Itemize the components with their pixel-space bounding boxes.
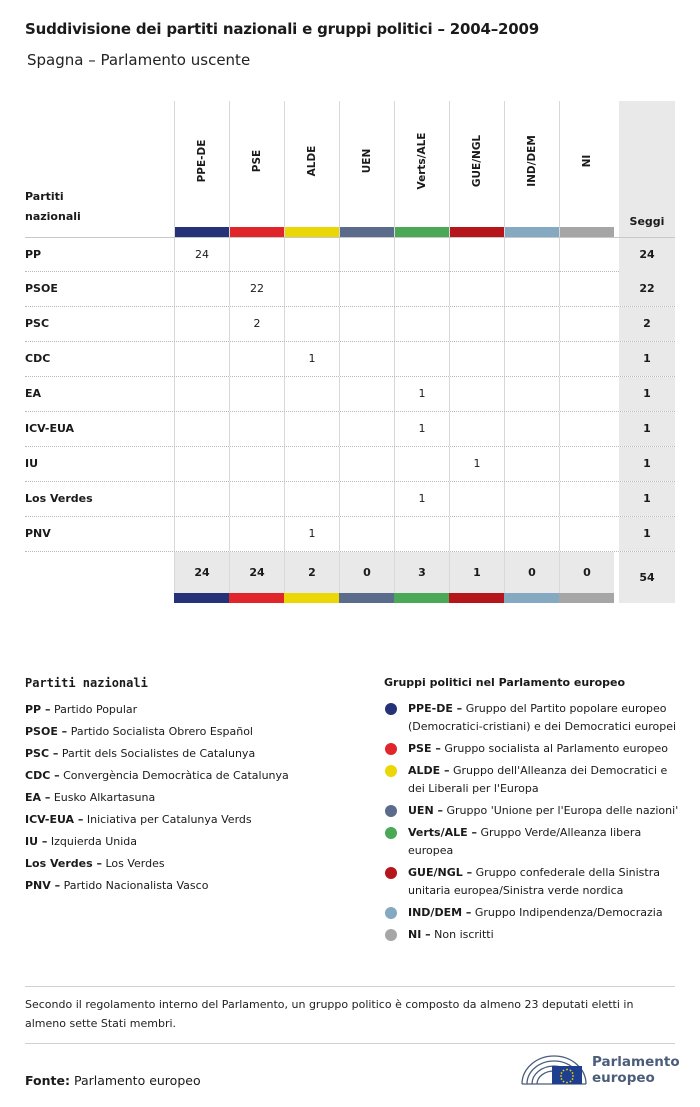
table-row: [25, 377, 675, 412]
group-column-header: [559, 101, 614, 237]
party-legend-abbr: PP –: [25, 703, 51, 716]
seat-count-cell: [174, 482, 229, 516]
seat-count-cell: [229, 447, 284, 481]
group-color-dot-icon: [385, 827, 397, 839]
group-legend-abbr: UEN –: [408, 804, 443, 817]
group-legend-name: Gruppo Indipendenza/Democrazia: [474, 906, 663, 919]
seat-count-cell: [449, 307, 504, 341]
group-total-cell: 1: [449, 552, 504, 593]
group-column-label: Verts/ALE: [416, 132, 428, 190]
seat-count-cell: [229, 342, 284, 376]
group-legend-name: Gruppo dell'Alleanza dei Democratici e dei Liberali per l'Europa: [408, 764, 668, 795]
seat-count-cell: [394, 307, 449, 341]
source-line: [25, 1073, 201, 1088]
party-total-cell: 2: [619, 307, 675, 341]
party-legend-abbr: IU –: [25, 835, 48, 848]
party-legend-name: Los Verdes: [105, 857, 165, 870]
party-name-cell: PNV: [25, 527, 51, 540]
seat-count-cell: [339, 238, 394, 272]
groups-legend-list: [384, 700, 680, 944]
party-legend-abbr: ICV-EUA –: [25, 813, 84, 826]
seat-count-cell: [559, 447, 614, 481]
seat-count-cell: 1: [394, 482, 449, 516]
group-color-bar: [174, 593, 229, 603]
group-legend-name: Gruppo socialista al Parlamento europeo: [444, 742, 668, 755]
group-total-cell: 24: [174, 552, 229, 593]
seat-count-cell: 1: [449, 447, 504, 481]
seat-count-cell: 2: [229, 307, 284, 341]
group-legend-name: Gruppo 'Unione per l'Europa delle nazioni': [446, 804, 679, 817]
group-column-label: GUE/NGL: [471, 134, 483, 188]
group-color-bar: [229, 593, 284, 603]
seat-count-cell: 1: [284, 342, 339, 376]
seat-count-cell: [284, 307, 339, 341]
seat-count-cell: [284, 482, 339, 516]
party-total-cell: 1: [619, 412, 675, 446]
logo-text: [592, 1054, 680, 1086]
party-total-cell: 1: [619, 342, 675, 376]
page-title: Suddivisione dei partiti nazionali e gruppi politici – 2004–2009: [25, 20, 539, 38]
party-legend-name: Partit dels Socialistes de Catalunya: [61, 747, 256, 760]
group-color-bar: [560, 227, 614, 237]
table-row: [25, 307, 675, 342]
seat-count-cell: [229, 482, 284, 516]
seats-column-header: [619, 101, 675, 237]
seat-count-cell: 22: [229, 272, 284, 306]
seat-count-cell: [284, 447, 339, 481]
party-legend-abbr: Los Verdes –: [25, 857, 102, 870]
group-legend-name: Gruppo del Partito popolare europeo (Democratici-cristiani) e dei Democratici europei: [408, 702, 677, 733]
group-total-cell: 0: [504, 552, 559, 593]
party-legend-item: [25, 787, 355, 809]
seat-count-cell: [559, 342, 614, 376]
party-legend-name: Iniciativa per Catalunya Verds: [86, 813, 252, 826]
group-legend-item: [384, 904, 680, 922]
party-legend-name: Partido Nacionalista Vasco: [63, 879, 209, 892]
party-legend-abbr: PSC –: [25, 747, 59, 760]
row-header-label: Partiti nazionali: [25, 190, 81, 223]
group-color-bar: [175, 227, 229, 237]
group-color-dot-icon: [385, 907, 397, 919]
seat-count-cell: [339, 342, 394, 376]
seats-header-label: Seggi: [629, 215, 665, 228]
table-header: [25, 101, 675, 237]
party-total-cell: 22: [619, 272, 675, 306]
group-column-label: ALDE: [306, 145, 318, 177]
party-name-cell: PSOE: [25, 282, 58, 295]
group-legend-item: [384, 740, 680, 758]
logo-line-1: Parlamento: [592, 1054, 680, 1070]
party-name-cell: IU: [25, 457, 39, 470]
seat-count-cell: [559, 517, 614, 551]
parties-legend-heading: Partiti nazionali: [25, 676, 148, 690]
party-legend-name: Convergència Democràtica de Catalunya: [63, 769, 289, 782]
party-name-cell: CDC: [25, 352, 51, 365]
seat-count-cell: [284, 238, 339, 272]
party-total-cell: 1: [619, 377, 675, 411]
group-legend-name: Gruppo confederale della Sinistra unitaria europea/Sinistra verde nordica: [408, 866, 660, 897]
party-legend-item: [25, 699, 355, 721]
group-legend-item: [384, 700, 680, 736]
seat-count-cell: [284, 377, 339, 411]
party-legend-abbr: EA –: [25, 791, 51, 804]
seat-count-cell: [229, 377, 284, 411]
group-column-header: [284, 101, 339, 237]
footnote: Secondo il regolamento interno del Parlamento, un gruppo politico è composto da almeno 23 deputati eletti in almeno sette Stati membri.: [25, 986, 675, 1044]
table-row: [25, 342, 675, 377]
seat-count-cell: [449, 517, 504, 551]
seat-count-cell: 1: [394, 412, 449, 446]
group-color-dot-icon: [385, 703, 397, 715]
seat-count-cell: [174, 272, 229, 306]
party-legend-item: [25, 809, 355, 831]
grand-total-cell: 54: [619, 552, 675, 603]
party-name-cell: EA: [25, 387, 42, 400]
group-total-cell: 0: [339, 552, 394, 593]
parties-legend-list: [25, 699, 355, 897]
party-total-cell: 24: [619, 238, 675, 272]
seats-table: [25, 101, 675, 603]
group-legend-abbr: IND/DEM –: [408, 906, 472, 919]
group-color-bar: [394, 593, 449, 603]
group-color-bar: [285, 227, 339, 237]
party-legend-name: Partido Socialista Obrero Español: [70, 725, 253, 738]
parties-legend: [25, 676, 355, 897]
group-column-header: [174, 101, 229, 237]
group-column-label: PPE-DE: [196, 139, 208, 183]
group-legend-name: Non iscritti: [434, 928, 494, 941]
table-row: [25, 447, 675, 482]
group-color-dot-icon: [385, 743, 397, 755]
table-row: [25, 272, 675, 307]
table-row: [25, 237, 675, 272]
seat-count-cell: [449, 377, 504, 411]
seat-count-cell: 1: [394, 377, 449, 411]
page-subtitle: Spagna – Parlamento uscente: [27, 51, 251, 69]
seat-count-cell: [174, 447, 229, 481]
party-total-cell: 1: [619, 482, 675, 516]
group-color-bar: [284, 593, 339, 603]
group-total-cell: 3: [394, 552, 449, 593]
seat-count-cell: [229, 238, 284, 272]
seat-count-cell: [339, 517, 394, 551]
group-color-dot-icon: [385, 805, 397, 817]
seat-count-cell: [229, 412, 284, 446]
seat-count-cell: 24: [174, 238, 229, 272]
group-color-dot-icon: [385, 765, 397, 777]
seat-count-cell: [339, 377, 394, 411]
group-column-header: [394, 101, 449, 237]
group-column-header: [449, 101, 504, 237]
party-total-cell: 1: [619, 517, 675, 551]
totals-row: [25, 552, 675, 603]
party-legend-item: [25, 875, 355, 897]
group-color-dot-icon: [385, 929, 397, 941]
group-color-dot-icon: [385, 867, 397, 879]
seat-count-cell: [339, 307, 394, 341]
seat-count-cell: [284, 272, 339, 306]
party-total-cell: 1: [619, 447, 675, 481]
party-legend-item: [25, 831, 355, 853]
group-column-label: UEN: [361, 148, 373, 174]
group-legend-abbr: PPE-DE –: [408, 702, 463, 715]
group-legend-item: [384, 824, 680, 860]
seat-count-cell: [559, 377, 614, 411]
seat-count-cell: [559, 238, 614, 272]
seat-count-cell: [229, 517, 284, 551]
seat-count-cell: [394, 272, 449, 306]
seat-count-cell: [559, 482, 614, 516]
group-legend-abbr: NI –: [408, 928, 431, 941]
table-body: [25, 237, 675, 552]
seat-count-cell: [339, 447, 394, 481]
group-legend-item: [384, 762, 680, 798]
group-legend-item: [384, 802, 680, 820]
party-legend-name: Partido Popular: [53, 703, 138, 716]
group-legend-abbr: ALDE –: [408, 764, 450, 777]
seat-count-cell: [174, 412, 229, 446]
group-column-header: [504, 101, 559, 237]
group-legend-abbr: Verts/ALE –: [408, 826, 477, 839]
group-color-bar: [230, 227, 284, 237]
seat-count-cell: [394, 517, 449, 551]
party-legend-item: [25, 853, 355, 875]
party-name-cell: Los Verdes: [25, 492, 93, 505]
group-color-bar: [340, 227, 394, 237]
seat-count-cell: [339, 412, 394, 446]
seat-count-cell: [559, 412, 614, 446]
seat-count-cell: [449, 342, 504, 376]
table-row: [25, 412, 675, 447]
seat-count-cell: [394, 342, 449, 376]
seat-count-cell: [559, 272, 614, 306]
seat-count-cell: [504, 342, 559, 376]
seat-count-cell: [394, 238, 449, 272]
seat-count-cell: [559, 307, 614, 341]
group-column-header: [229, 101, 284, 237]
seat-count-cell: [449, 272, 504, 306]
party-legend-abbr: CDC –: [25, 769, 60, 782]
party-legend-name: Eusko Alkartasuna: [53, 791, 156, 804]
party-legend-item: [25, 743, 355, 765]
source-value: Parlamento europeo: [73, 1073, 201, 1088]
seat-count-cell: [284, 412, 339, 446]
seat-count-cell: [504, 447, 559, 481]
party-legend-name: Izquierda Unida: [50, 835, 138, 848]
seat-count-cell: [174, 342, 229, 376]
seat-count-cell: [449, 482, 504, 516]
seat-count-cell: [174, 517, 229, 551]
seat-count-cell: [504, 517, 559, 551]
table-row: [25, 482, 675, 517]
groups-legend-heading: Gruppi politici nel Parlamento europeo: [384, 676, 626, 689]
party-legend-abbr: PSOE –: [25, 725, 68, 738]
group-color-bar: [559, 593, 614, 603]
group-total-cell: 24: [229, 552, 284, 593]
group-column-label: IND/DEM: [526, 135, 538, 187]
parliament-hemicycle-icon: [519, 1048, 589, 1088]
party-name-cell: PSC: [25, 317, 50, 330]
group-color-bar: [505, 227, 559, 237]
group-total-cell: 0: [559, 552, 614, 593]
seat-count-cell: [504, 377, 559, 411]
seat-count-cell: [504, 412, 559, 446]
seat-count-cell: [504, 482, 559, 516]
seat-count-cell: [394, 447, 449, 481]
logo-line-2: europeo: [592, 1070, 655, 1086]
group-color-bar: [450, 227, 504, 237]
party-legend-abbr: PNV –: [25, 879, 61, 892]
party-legend-item: [25, 765, 355, 787]
seat-count-cell: 1: [284, 517, 339, 551]
seat-count-cell: [174, 377, 229, 411]
seat-count-cell: [504, 238, 559, 272]
group-legend-abbr: PSE –: [408, 742, 441, 755]
groups-legend: [384, 676, 680, 948]
group-column-label: NI: [581, 154, 593, 168]
parliament-logo: [519, 1048, 679, 1088]
seat-count-cell: [449, 238, 504, 272]
seat-count-cell: [449, 412, 504, 446]
group-legend-name: Gruppo Verde/Alleanza libera europea: [408, 826, 642, 857]
seat-count-cell: [504, 272, 559, 306]
seat-count-cell: [174, 307, 229, 341]
group-legend-item: [384, 864, 680, 900]
group-color-bar: [339, 593, 394, 603]
seat-count-cell: [504, 307, 559, 341]
party-name-cell: PP: [25, 248, 42, 261]
group-legend-abbr: GUE/NGL –: [408, 866, 473, 879]
party-name-cell: ICV-EUA: [25, 422, 75, 435]
seat-count-cell: [339, 272, 394, 306]
source-label: Fonte:: [25, 1073, 70, 1088]
group-color-bar: [395, 227, 449, 237]
group-total-cell: 2: [284, 552, 339, 593]
party-legend-item: [25, 721, 355, 743]
table-row: [25, 517, 675, 552]
seat-count-cell: [339, 482, 394, 516]
group-color-bar: [449, 593, 504, 603]
group-legend-item: [384, 926, 680, 944]
group-column-label: PSE: [251, 149, 263, 173]
group-color-bar: [504, 593, 559, 603]
group-column-header: [339, 101, 394, 237]
